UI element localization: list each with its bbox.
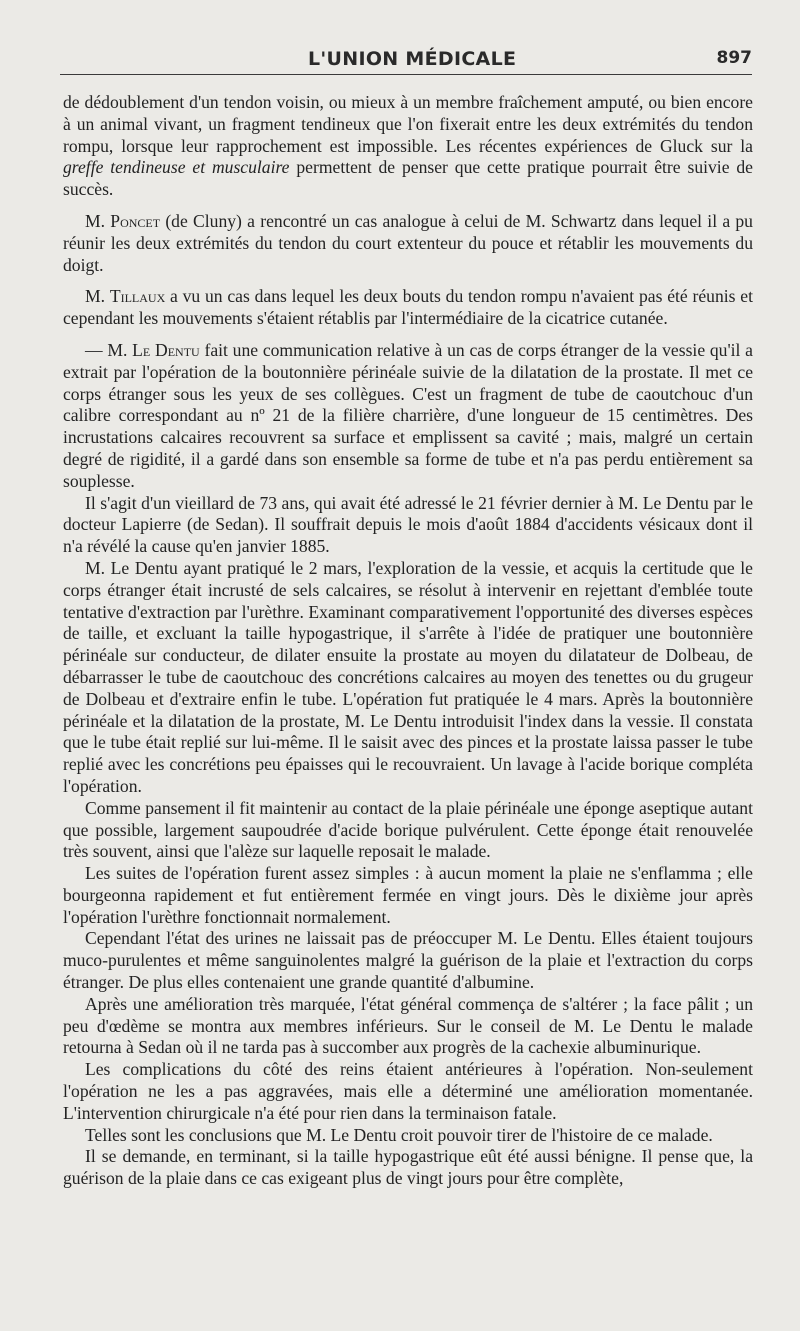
paragraph-poncet: M. Poncet (de Cluny) a rencontré un cas analogue à celui de M. Schwartz dans lequel il a pu réunir les deux extrémités du tendon du court extenteur du pouce et rétablir les mouvements du doigt.: [63, 210, 753, 275]
header-rule: [60, 74, 752, 75]
paragraph-urine: Cependant l'état des urines ne laissait pas de préoccuper M. Le Dentu. Elles étaient toujours muco-purulentes et même sanguinolentes malgré la guérison de la plaie et l'extraction du corps étranger. De plus elles contenaient une grande quantité d'albumine.: [63, 928, 753, 993]
article-body: [63, 92, 753, 1190]
paragraph-operation: M. Le Dentu ayant pratiqué le 2 mars, l'exploration de la vessie, et acquis la certitude que le corps étranger était incrusté de sels calcaires, se résolut à intervenir en rejettant d'emblée toute tentative d'extraction par l'urèthre. Examinant comparativement l'opportunité des diverses espèces de taille, et excluant la taille hypogastrique, il s'arrête à l'idée de pratiquer une boutonnière périnéale sur conducteur, de dilater ensuite la prostate au moyen du dilatateur de Dolbeau, de débarrasser le tube de caoutchouc des concrétions calcaires au moyen des tenettes ou du grugeur de Dolbeau et d'extraire enfin le tube. L'opération fut pratiquée le 4 mars. Après la boutonnière périnéale et la dilatation de la prostate, M. Le Dentu introduisit l'index dans la vessie. Il constata que le tube était replié sur lui-même. Il le saisit avec des pinces et la prostate laissa passer le tube replié avec les concrétions peu épaisses qui le recouvraient. Un lavage à l'acide borique compléta l'opération.: [63, 557, 753, 796]
page-number: 897: [716, 48, 752, 68]
page-header: [0, 44, 800, 74]
speaker-name: Le Dentu: [132, 339, 200, 360]
paragraph-tillaux: M. Tillaux a vu un cas dans lequel les deux bouts du tendon rompu n'avaient pas été réunis et cependant les mouvements s'étaient rétablis par l'intermédiaire de la cicatrice cutanée.: [63, 286, 753, 329]
speaker-name: Poncet: [110, 210, 161, 231]
paragraph-decline: Après une amélioration très marquée, l'état général commença de s'altérer ; la face pâlit ; un peu d'œdème se montra aux membres inférieurs. Sur le conseil de M. Le Dentu le malade retourna à Sedan où il ne tarda pas à succomber aux progrès de la cachexie albuminurique.: [63, 993, 753, 1058]
paragraph-complications: Les complications du côté des reins étaient antérieures à l'opération. Non-seulement l'opération ne les a pas aggravées, mais elle a déterminé une amélioration momentanée. L'intervention chirurgicale n'a été pour rien dans la terminaison fatale.: [63, 1059, 753, 1123]
speaker-name: Tillaux: [109, 286, 166, 307]
paragraph-closing: Il se demande, en terminant, si la taille hypogastrique eût été aussi bénigne. Il pense que, la guérison de la plaie dans ce cas exigeant plus de vingt jours pour être complète,: [63, 1146, 753, 1189]
paragraph-recovery: Les suites de l'opération furent assez simples : à aucun moment la plaie ne s'enflamma ; elle bourgeonna rapidement et fut entièrement fermée en vingt jours. Dès le dixième jour après l'opération l'urèthre fonctionnait normalement.: [63, 863, 753, 927]
paragraph-dressing: Comme pansement il fit maintenir au contact de la plaie périnéale une éponge aseptique autant que possible, largement saupoudrée d'acide borique pulvérulent. Cette éponge était renouvelée très souvent, ainsi que l'alèze sur laquelle reposait le malade.: [63, 797, 753, 862]
paragraph-le-dentu-communication: — M. Le Dentu fait une communication relative à un cas de corps étranger de la vessie qu'il a extrait par l'opération de la boutonnière périnéale suivie de la dilatation de la prostate. Il met ce corps étranger sous les yeux de ses collègues. C'est un fragment de tube de caoutchouc d'un calibre correspondant au nº 21 de la filière charrière, d'une longueur de 15 centimètres. Des incrustations calcaires recouvrent sa surface et emplissent sa cavité ; mais, malgré un certain degré de rigidité, il a gardé dans son ensemble sa forme de tube et n'a pas perdu entièrement sa souplesse.: [63, 339, 753, 491]
running-title: L'UNION MÉDICALE: [308, 48, 517, 70]
paragraph-conclusions: Telles sont les conclusions que M. Le Dentu croit pouvoir tirer de l'histoire de ce malade.: [85, 1124, 713, 1145]
paragraph-tendon-graft: de dédoublement d'un tendon voisin, ou mieux à un membre fraîchement amputé, ou bien encore à un animal vivant, un fragment tendineux que l'on fixerait entre les deux extrémités du tendon rompu, lorsque leur rapprochement est impossible. Les récentes expériences de Gluck sur la greffe tendineuse et musculaire permettent de penser que cette pratique pourrait être suivie de succès.: [63, 92, 753, 200]
emphasis-greffe: greffe tendineuse et musculaire: [63, 157, 290, 178]
paragraph-patient-history: Il s'agit d'un vieillard de 73 ans, qui avait été adressé le 21 février dernier à M. Le Dentu par le docteur Lapierre (de Sedan). Il souffrait depuis le mois d'août 1884 d'accidents vésicaux dont il n'a révélé la cause qu'en janvier 1885.: [63, 492, 753, 557]
